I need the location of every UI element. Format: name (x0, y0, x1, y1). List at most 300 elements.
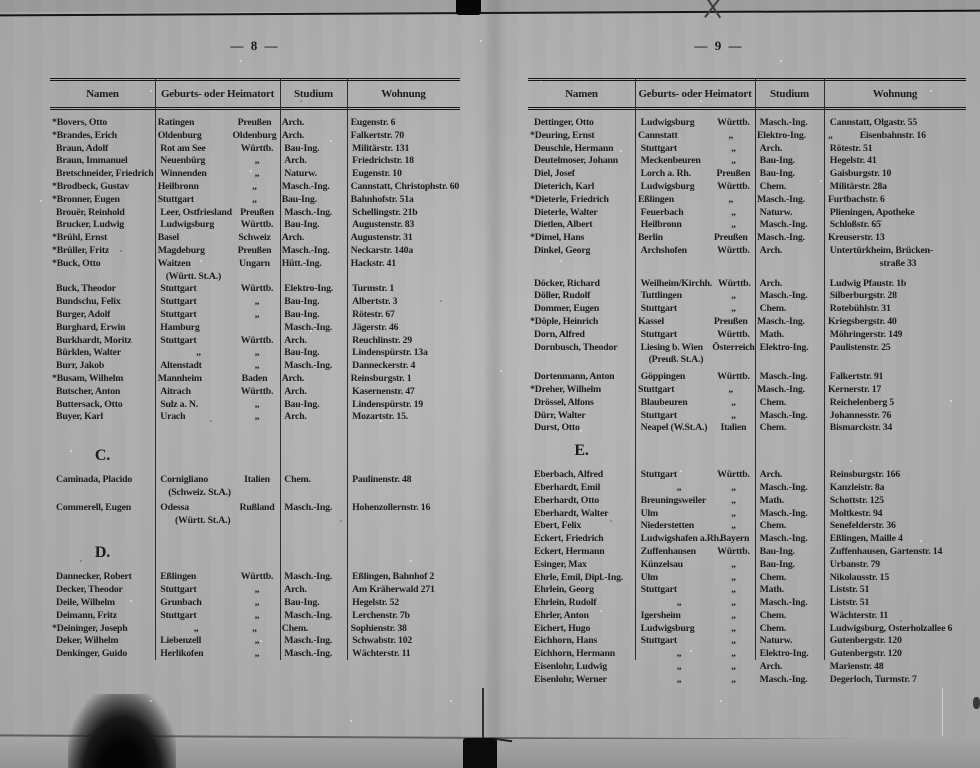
birthplace (637, 674, 711, 687)
studium-cell: Masch.-Ing. (756, 315, 805, 327)
studium-cell: Chem. (759, 396, 787, 408)
state-label: Württb. (240, 142, 274, 154)
studium-cell: Bau-Ing. (759, 168, 795, 180)
birthplace-line: Urach (160, 411, 186, 423)
studium-cell: Arch. (281, 117, 305, 128)
birthplace (634, 130, 708, 143)
table-row (528, 143, 966, 156)
birthplace (156, 322, 233, 335)
table-row (50, 502, 460, 528)
birthplace (637, 117, 711, 130)
name-cell: *Deuring, Ernst (530, 129, 595, 141)
address-cell (348, 571, 460, 584)
birthplace (156, 474, 233, 500)
name-cell: Dieterle, Walter (534, 206, 598, 218)
birthplace (154, 245, 231, 258)
address-line: Reinsburgstr. 1 (350, 372, 412, 384)
address-cell (348, 143, 460, 156)
address-cell (826, 623, 966, 636)
state-label: Württb. (717, 328, 750, 340)
address-cell (348, 648, 460, 661)
birthplace-line: Ulm (640, 507, 658, 519)
address-cell (348, 347, 460, 360)
address-line: Jägerstr. 46 (352, 321, 399, 333)
address-line: Friedrichstr. 18 (352, 155, 414, 167)
studium-cell: Arch. (284, 334, 307, 346)
name-cell: Buck, Theodor (56, 283, 116, 295)
state-label: Preußen (713, 232, 748, 244)
birthplace-line: Neapel (W.St.A.) (640, 422, 708, 434)
address-line: Rötestr. 51 (829, 142, 873, 154)
studium-cell: Masch.-Ing. (759, 507, 808, 519)
name-cell: Dommer, Eugen (534, 303, 600, 315)
section-letter: E. (574, 442, 589, 460)
state-label: Oldenburg (232, 129, 277, 141)
address-line: Furtbachstr. 6 (828, 193, 885, 205)
origin-cell (634, 384, 754, 397)
name-cell: *Brodbeck, Gustav (52, 180, 129, 192)
origin-cell (156, 399, 281, 412)
address-line: Senefelderstr. 36 (829, 520, 896, 532)
birthplace (637, 661, 711, 674)
state-label: „ (728, 383, 734, 395)
address-cell (347, 258, 460, 284)
origin-cell (637, 572, 757, 585)
birthplace (156, 648, 233, 661)
studium-cell: Chem. (281, 622, 309, 634)
origin-cell (637, 303, 757, 316)
table-row (528, 674, 966, 687)
birthplace-line: „ (676, 673, 682, 685)
pencil-x-mark (699, 0, 727, 18)
address-line: Kasernenstr. 47 (352, 385, 415, 397)
birthplace (156, 335, 233, 348)
birthplace (637, 303, 711, 316)
state-label: Rußland (239, 501, 275, 513)
birthplace-line: „ (676, 481, 682, 493)
address-line: Liststr. 51 (829, 597, 870, 609)
name-cell: Döcker, Richard (534, 277, 600, 289)
address-line: Cannstatt, Christophstr. 60 (350, 180, 460, 192)
table-row (528, 635, 966, 648)
birthplace (637, 495, 711, 508)
studium-cell: Arch. (284, 584, 307, 596)
address-cell (826, 245, 966, 271)
table-row (528, 303, 966, 316)
state-label: „ (252, 193, 257, 205)
origin-cell (156, 322, 281, 335)
table-row (528, 623, 966, 636)
address-line: Schwabstr. 102 (352, 635, 413, 647)
column-header-ort: Geburts- oder Heimatort (160, 88, 275, 100)
origin-cell (154, 232, 279, 245)
birthplace-line: Breuningsweiler (640, 494, 707, 506)
name-cell: Diel, Josef (534, 168, 575, 180)
studium-cell: Masch.-Ing. (281, 244, 330, 256)
name-cell: *Bronner, Eugen (52, 193, 120, 205)
studium-cell: Chem. (284, 474, 311, 486)
studium-cell: Masch.-Ing. (756, 193, 805, 205)
state-label: „ (728, 129, 734, 141)
address-line: Gutenbergstr. 120 (829, 635, 902, 647)
address-line: Nikolausstr. 15 (829, 571, 890, 583)
state-label: Österreich (712, 341, 755, 353)
address-cell (826, 155, 966, 168)
state-label: Württb. (717, 371, 750, 383)
table-row (528, 329, 966, 342)
name-cell: Esinger, Max (534, 558, 587, 570)
state-label: „ (254, 360, 260, 372)
name-cell: Deutelmoser, Johann (534, 155, 619, 167)
name-cell: *Bovers, Otto (52, 117, 108, 128)
origin-cell (154, 130, 279, 143)
table-row (50, 155, 460, 168)
table-row (50, 386, 460, 399)
birthplace (637, 546, 711, 559)
name-cell: Braun, Immanuel (56, 155, 128, 167)
origin-cell (154, 117, 279, 130)
name-cell: Bretschneider, Friedrich (56, 168, 154, 180)
address-line: Bahnhofstr. 51a (350, 193, 414, 205)
birthplace (637, 155, 711, 168)
address-cell (347, 245, 460, 258)
birthplace-line: Altenstadt (160, 360, 202, 372)
origin-cell (637, 371, 757, 384)
address-cell (347, 232, 460, 245)
state-label: „ (731, 635, 736, 647)
origin-cell (637, 207, 757, 220)
state-label: Preußen (713, 315, 748, 327)
birthplace (154, 232, 231, 245)
state-label: Württb. (240, 219, 274, 231)
table-row (528, 194, 966, 207)
birthplace-line: Ludwigshafen a.Rh. (640, 533, 722, 545)
origin-cell (634, 232, 754, 245)
origin-cell (637, 219, 757, 232)
address-line: Rotebühlstr. 31 (829, 303, 891, 315)
birthplace-line: Ludwigsburg (640, 117, 695, 128)
origin-cell (637, 342, 757, 368)
birthplace (154, 194, 231, 207)
birthplace-line: Zuffenhausen (640, 545, 696, 557)
birthplace (156, 347, 233, 360)
name-cell: Ehrlein, Rudolf (534, 597, 597, 609)
studium-cell: Bau-Ing. (284, 347, 320, 359)
birthplace (637, 290, 711, 303)
state-label: „ (731, 494, 736, 506)
studium-cell: Masch.-Ing. (284, 635, 333, 647)
state-label: „ (254, 635, 260, 647)
state-label: Italien (720, 422, 747, 434)
birthplace (637, 520, 711, 533)
birthplace-line: Weilheim/Kirchh. (640, 277, 713, 289)
birthplace (634, 232, 708, 245)
origin-cell (637, 661, 757, 674)
studium-cell: Bau-Ing. (284, 398, 320, 410)
birthplace-line: Lorch a. Rh. (640, 168, 691, 180)
table-row (50, 411, 460, 424)
birthplace-line: „ (676, 661, 682, 673)
address-line: Liststr. 51 (829, 584, 870, 596)
table-row (528, 245, 966, 271)
birthplace-line: Liebenzell (160, 635, 202, 647)
name-cell: Dinkel, Georg (534, 244, 591, 256)
origin-cell (637, 245, 757, 271)
name-cell: *Dimel, Hans (530, 232, 585, 244)
address-line: Eugenstr. 6 (350, 117, 396, 128)
state-label: Württb. (717, 545, 750, 557)
origin-cell (637, 520, 757, 533)
name-cell: Eberhardt, Walter (534, 507, 609, 519)
address-cell (348, 219, 460, 232)
address-cell (826, 597, 966, 610)
birthplace-line: Odessa (160, 501, 189, 513)
name-cell: Caminada, Placido (56, 474, 133, 486)
table-row (528, 155, 966, 168)
studium-cell: Naturw. (284, 168, 317, 180)
column-header-studium: Studium (294, 88, 333, 100)
origin-cell (637, 508, 757, 521)
address-cell (348, 168, 460, 181)
address-cell (826, 610, 966, 623)
state-label: Württb. (240, 283, 274, 295)
name-cell: Ehrlein, Georg (534, 584, 594, 596)
birthplace (637, 469, 711, 482)
origin-cell (637, 648, 757, 661)
origin-cell (637, 546, 757, 559)
origin-cell (156, 283, 281, 296)
birthplace-line: Hamburg (160, 321, 200, 333)
table-row (50, 296, 460, 309)
birthplace (637, 597, 711, 610)
state-label: Schweiz (238, 232, 271, 244)
origin-cell (156, 411, 281, 424)
address-line: Johannesstr. 76 (829, 409, 892, 421)
origin-cell (637, 290, 757, 303)
name-cell: Braun, Adolf (56, 142, 109, 154)
section-letter: D. (94, 544, 111, 562)
address-cell (348, 502, 460, 528)
table-row (528, 559, 966, 572)
column-header-wohnung: Wohnung (381, 88, 426, 100)
address-cell (348, 283, 460, 296)
studium-cell: Masch.-Ing. (284, 501, 333, 513)
origin-cell (156, 309, 281, 322)
birthplace-line: Ulm (640, 571, 658, 583)
table-row (50, 399, 460, 412)
studium-cell: Masch.-Ing. (284, 609, 333, 621)
birthplace-line: Stuttgart (640, 142, 677, 154)
birthplace (637, 410, 711, 423)
name-cell: Butscher, Anton (56, 385, 121, 397)
birthplace (637, 168, 711, 181)
name-cell: Eisenlohr, Ludwig (534, 661, 608, 673)
address-line: Hegelstr. 52 (352, 596, 399, 608)
table-row (528, 469, 966, 482)
name-cell: Eichhorn, Hans (534, 635, 598, 647)
address-line: Paulinenstr. 48 (352, 474, 412, 486)
table-row (50, 335, 460, 348)
origin-cell (154, 623, 279, 636)
address-line: Plieningen, Apotheke (829, 206, 915, 218)
name-cell: *Brüller, Fritz (52, 244, 110, 256)
name-cell: Eichhorn, Hermann (534, 648, 615, 660)
name-cell: Eckert, Hermann (534, 545, 605, 557)
birthplace-line: Stuttgart (160, 334, 197, 346)
table-row (50, 597, 460, 610)
column-header-namen: Namen (86, 88, 119, 100)
address-line: Hackstr. 41 (350, 257, 396, 269)
address-cell (347, 130, 460, 143)
dust-speckles-dark (0, 0, 2, 2)
origin-cell (156, 474, 281, 500)
table-row (50, 610, 460, 623)
table-row (528, 181, 966, 194)
table-row (528, 207, 966, 220)
birthplace (637, 572, 711, 585)
address-cell (348, 635, 460, 648)
studium-cell: Elektro-Ing. (759, 341, 809, 353)
name-cell: *Dreher, Wilhelm (530, 383, 602, 395)
birthplace (634, 316, 708, 329)
birthplace (637, 508, 711, 521)
address-line: Militärstr. 131 (352, 142, 410, 154)
studium-cell: Bau-Ing. (284, 219, 320, 231)
address-cell (826, 397, 966, 410)
table-row (528, 232, 966, 245)
name-cell: Dorn, Alfred (534, 328, 585, 340)
studium-cell: Arch. (284, 385, 307, 397)
address-line: Untertürkheim, Brücken- (829, 244, 933, 256)
address-line: Eugenstr. 10 (352, 168, 402, 180)
birthplace-line: Magdeburg (157, 244, 205, 256)
birthplace-line: Liesing b. Wien (640, 341, 703, 353)
table-row (528, 422, 966, 435)
origin-cell (156, 219, 281, 232)
address-line: Hohenzollernstr. 16 (352, 501, 431, 513)
birthplace (156, 571, 233, 584)
birthplace-line: „ (196, 347, 201, 359)
birthplace-line: Tuttlingen (640, 290, 682, 302)
state-label: „ (254, 584, 260, 596)
birthplace-line: Leer, Ostfriesland (160, 206, 232, 218)
origin-cell (634, 130, 754, 143)
address-line: Urbanstr. 79 (829, 558, 880, 570)
address-line: Reuchlinstr. 29 (352, 334, 412, 346)
birthplace-line: Ludwigsburg (640, 622, 695, 634)
address-line: „ Eisenbahnstr. 16 (828, 129, 926, 141)
name-cell: Dettinger, Otto (534, 117, 594, 128)
film-gutter-mark (463, 738, 497, 768)
address-line: Kanzleistr. 8a (829, 481, 885, 493)
column-divider (347, 78, 348, 660)
address-cell (347, 117, 460, 130)
table-row (528, 520, 966, 533)
table-row (528, 584, 966, 597)
state-label: Preußen (716, 168, 751, 180)
birthplace (156, 219, 233, 232)
studium-cell: Arch. (284, 411, 307, 423)
address-line: Bismarckstr. 34 (829, 422, 893, 434)
origin-cell (637, 168, 757, 181)
page-number-right: — 9 — (694, 38, 744, 53)
origin-cell (637, 674, 757, 687)
state-label: „ (254, 648, 260, 660)
table-row (528, 290, 966, 303)
address-cell (826, 371, 966, 384)
studium-cell: Masch.-Ing. (284, 648, 333, 660)
birthplace-line: Aitrach (160, 385, 191, 397)
table-row (528, 397, 966, 410)
birthplace-line: Ratingen (157, 117, 195, 128)
table-row (50, 130, 460, 143)
state-label: „ (731, 584, 736, 596)
address-cell (348, 474, 460, 500)
table-row (50, 258, 460, 284)
table-body (50, 110, 460, 661)
birthplace-line: Oldenburg (157, 129, 202, 141)
origin-cell (156, 635, 281, 648)
page-number-left: — 8 — (230, 38, 280, 53)
name-cell: Buyer, Karl (56, 411, 103, 423)
state-label: Italien (244, 474, 270, 486)
address-line: Lerchenstr. 7b (352, 609, 410, 621)
origin-cell (637, 410, 757, 423)
table-row (528, 219, 966, 232)
address-line: Wächterstr. 11 (352, 648, 411, 660)
state-label: Württb. (240, 334, 274, 346)
birthplace (156, 360, 233, 373)
address-line: Ludwigsburg, Osterholzallee 6 (829, 622, 953, 634)
birthplace (156, 502, 233, 528)
origin-cell (637, 597, 757, 610)
birthplace (154, 181, 231, 194)
table-row (50, 347, 460, 360)
name-cell: Ehrler, Anton (534, 609, 589, 621)
table-row (50, 635, 460, 648)
name-cell: Eberhardt, Otto (534, 494, 600, 506)
name-cell: Brucker, Ludwig (56, 219, 124, 231)
table-header (50, 78, 460, 110)
table-row (528, 533, 966, 546)
name-cell: Denkinger, Guido (56, 648, 128, 660)
origin-cell (637, 495, 757, 508)
birthplace-line: Waitzen (157, 257, 191, 269)
birthplace (156, 597, 233, 610)
table-row (528, 482, 966, 495)
name-cell: Durst, Otto (534, 422, 580, 434)
studium-cell: Naturw. (759, 635, 793, 647)
name-cell: Dieterich, Karl (534, 180, 595, 192)
address-cell (826, 290, 966, 303)
state-label: „ (731, 673, 736, 685)
address-cell (826, 143, 966, 156)
name-cell: *Brandes, Erich (52, 129, 118, 141)
studium-cell: Chem. (759, 520, 787, 532)
address-line: Militärstr. 28a (829, 180, 887, 192)
table-row (528, 130, 966, 143)
address-cell (826, 674, 966, 687)
birthplace (637, 584, 711, 597)
studium-cell: Bau-Ing. (759, 545, 795, 557)
table-row (50, 181, 460, 194)
birthplace-line: Archshofen (640, 244, 687, 256)
studium-cell: Masch.-Ing. (284, 321, 333, 333)
studium-cell: Masch.-Ing. (284, 571, 333, 583)
state-label: Württb. (717, 117, 750, 128)
address-line: Sophienstr. 38 (350, 622, 407, 634)
state-label: Württb. (240, 571, 274, 583)
